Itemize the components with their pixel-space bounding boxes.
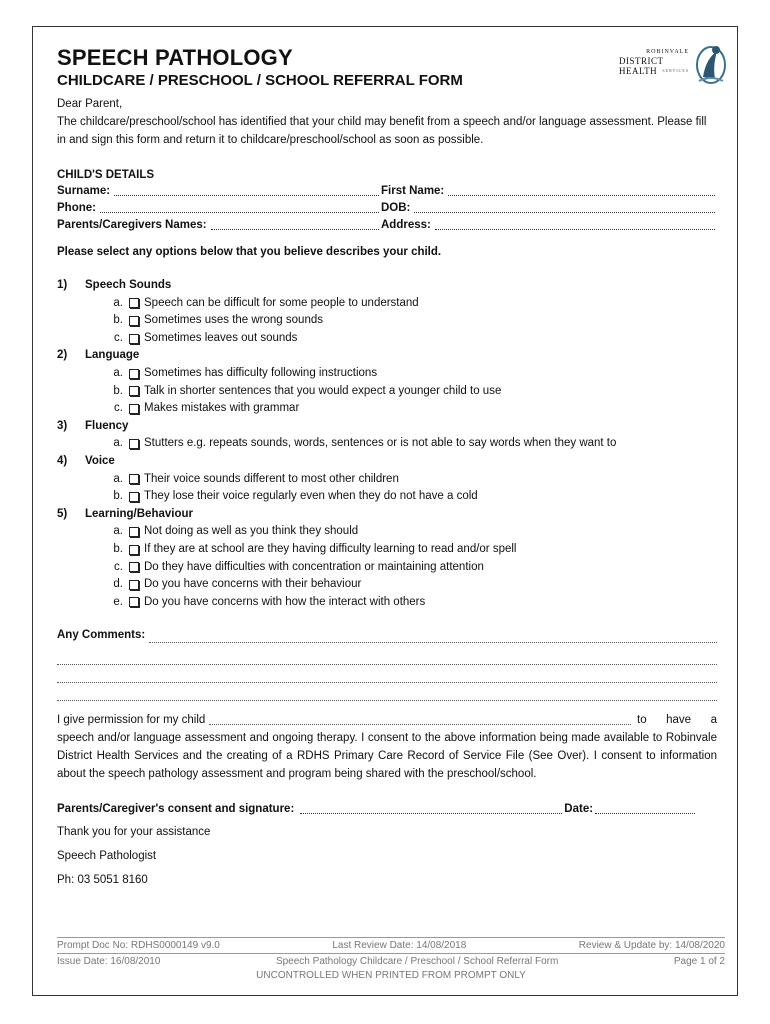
dob-label: DOB:	[381, 202, 411, 214]
option-checkbox[interactable]	[129, 439, 139, 449]
greeting: Dear Parent,	[57, 98, 123, 110]
option-letter: b.	[113, 490, 123, 503]
permission-to: to	[637, 714, 647, 727]
option-letter: d.	[113, 578, 123, 591]
category-name: Fluency	[85, 419, 129, 432]
category-heading	[57, 347, 717, 365]
option-item	[57, 576, 717, 594]
option-letter: a.	[113, 296, 123, 309]
option-text: Do you have concerns with how the interact with others	[144, 595, 426, 608]
first-name-label: First Name:	[381, 185, 445, 197]
footer-page: Page 1 of 2	[673, 956, 725, 967]
option-checkbox[interactable]	[129, 369, 139, 379]
option-checkbox[interactable]	[129, 386, 139, 396]
option-item	[57, 594, 717, 612]
option-checkbox[interactable]	[129, 597, 139, 607]
parents-label: Parents/Caregivers Names:	[57, 219, 207, 231]
page-title: SPEECH PATHOLOGY	[57, 45, 293, 70]
page-subtitle: CHILDCARE / PRESCHOOL / SCHOOL REFERRAL FORM	[57, 72, 463, 89]
logo-text-robinvale: ROBINVALE	[646, 49, 689, 55]
comments-fill[interactable]	[149, 629, 717, 643]
option-letter: c.	[114, 560, 123, 573]
comments-label: Any Comments:	[57, 629, 146, 642]
parents-line[interactable]	[211, 217, 379, 230]
footer-uncontrolled: UNCONTROLLED WHEN PRINTED FROM PROMPT ONLY	[256, 970, 526, 981]
permission-have: have	[666, 714, 692, 727]
permission-statement	[57, 711, 717, 783]
first-name-line[interactable]	[448, 183, 715, 196]
option-item	[57, 523, 717, 541]
option-item	[57, 541, 717, 559]
phone-line[interactable]	[100, 200, 379, 213]
category-number: 4)	[57, 454, 68, 467]
selection-instruction: Please select any options below that you believe describes your child.	[57, 246, 442, 258]
address-field[interactable]	[381, 217, 717, 234]
option-text: Not doing as well as you think they should	[144, 525, 359, 538]
footer-review-update: Review & Update by: 14/08/2020	[578, 940, 725, 951]
logo-text-services: SERVICES	[662, 68, 689, 73]
closing-block	[57, 820, 717, 892]
option-letter: b.	[113, 314, 123, 327]
form-page	[32, 26, 738, 996]
option-checkbox[interactable]	[129, 474, 139, 484]
permission-a: a	[710, 714, 717, 727]
permission-start: I give permission for my child	[57, 714, 206, 727]
field-row-name	[57, 183, 717, 200]
footer-issue-date: Issue Date: 16/08/2010	[57, 956, 161, 967]
category-name: Learning/Behaviour	[85, 507, 193, 520]
dob-line[interactable]	[414, 200, 715, 213]
phone-field[interactable]	[57, 200, 381, 217]
footer-row-1	[57, 937, 725, 953]
option-letter: a.	[113, 525, 123, 538]
option-letter: b.	[113, 384, 123, 397]
date-line[interactable]	[595, 801, 695, 814]
option-checkbox[interactable]	[129, 334, 139, 344]
option-item	[57, 365, 717, 383]
option-text: Sometimes uses the wrong sounds	[144, 314, 323, 327]
form-content	[57, 45, 717, 892]
option-item	[57, 400, 717, 418]
category-heading	[57, 453, 717, 471]
option-checkbox[interactable]	[129, 580, 139, 590]
childs-details-heading: CHILD'S DETAILS	[57, 169, 155, 181]
closing-role: Speech Pathologist	[57, 850, 157, 863]
comments-line-2[interactable]	[57, 647, 717, 665]
option-text: They lose their voice regularly even when they do not have a cold	[144, 490, 478, 503]
parents-field[interactable]	[57, 217, 381, 234]
option-item	[57, 295, 717, 313]
closing-thanks: Thank you for your assistance	[57, 826, 211, 839]
option-text: Makes mistakes with grammar	[144, 402, 300, 415]
option-item	[57, 330, 717, 348]
category-heading	[57, 277, 717, 295]
option-text: Do you have concerns with their behaviour	[144, 578, 362, 591]
option-item	[57, 559, 717, 577]
document-footer	[57, 937, 725, 983]
footer-row-2	[57, 953, 725, 969]
dob-field[interactable]	[381, 200, 717, 217]
permission-child-name-line[interactable]	[209, 711, 631, 725]
category-number: 3)	[57, 419, 68, 432]
category-number: 2)	[57, 349, 68, 362]
option-text: Talk in shorter sentences that you would expect a younger child to use	[144, 384, 502, 397]
signature-row	[57, 801, 717, 818]
first-name-field[interactable]	[381, 183, 717, 200]
intro-text: The childcare/preschool/school has identified that your child may benefit from a speech and/or language assessment. Please fill in and sign this form and return it to childcare/preschool/school as soon as possible.	[57, 116, 707, 146]
category-heading	[57, 418, 717, 436]
signature-label: Parents/Caregiver's consent and signature:	[57, 803, 295, 816]
option-text: Stutters e.g. repeats sounds, words, sentences or is not able to say words when they want to	[144, 437, 617, 450]
option-item	[57, 471, 717, 489]
permission-tail	[637, 711, 717, 729]
option-text: Sometimes has difficulty following instructions	[144, 366, 378, 379]
option-checkbox[interactable]	[129, 545, 139, 555]
option-letter: c.	[114, 402, 123, 415]
option-item	[57, 435, 717, 453]
option-text: Speech can be difficult for some people to understand	[144, 296, 419, 309]
surname-field[interactable]	[57, 183, 381, 200]
option-checkbox[interactable]	[129, 404, 139, 414]
address-line[interactable]	[435, 217, 715, 230]
option-letter: a.	[113, 437, 123, 450]
surname-line[interactable]	[114, 183, 379, 196]
category-heading	[57, 506, 717, 524]
option-item	[57, 312, 717, 330]
surname-label: Surname:	[57, 185, 111, 197]
option-letter: c.	[114, 331, 123, 344]
option-text: Their voice sounds different to most other children	[144, 472, 399, 485]
closing-phone: Ph: 03 5051 8160	[57, 874, 148, 887]
option-letter: e.	[113, 595, 123, 608]
category-number: 1)	[57, 279, 68, 291]
option-letter: a.	[113, 472, 123, 485]
option-letter: b.	[113, 542, 123, 555]
footer-doc-no: Prompt Doc No: RDHS0000149 v9.0	[57, 940, 220, 951]
option-text: If they are at school are they having difficulty learning to read and/or spell	[144, 542, 517, 555]
option-categories	[57, 277, 717, 611]
permission-rest: speech and/or language assessment and ongoing therapy. I consent to the above information being made available to Robinvale District Health Services and the creating of a RDHS Primary Care Record of Service File (See Over). I consent to information about the speech pathology assessment and program being shared with the preschool/school.	[57, 732, 717, 781]
option-item	[57, 383, 717, 401]
option-checkbox[interactable]	[129, 298, 139, 308]
option-checkbox[interactable]	[129, 527, 139, 537]
logo-text-district-health: DISTRICT HEALTH	[619, 56, 664, 76]
option-letter: a.	[113, 366, 123, 379]
phone-label: Phone:	[57, 202, 96, 214]
comments-line-1[interactable]	[57, 629, 717, 647]
option-text: Do they have difficulties with concentration or maintaining attention	[144, 560, 484, 573]
footer-form-name: Speech Pathology Childcare / Preschool / School Referral Form	[275, 956, 559, 967]
date-label: Date:	[564, 803, 594, 816]
signature-line[interactable]	[300, 801, 562, 814]
option-checkbox[interactable]	[129, 562, 139, 572]
field-row-parents	[57, 217, 717, 234]
category-name: Voice	[85, 454, 115, 467]
footer-last-review: Last Review Date: 14/08/2018	[332, 940, 467, 951]
category-name: Language	[85, 349, 140, 362]
category-number: 5)	[57, 507, 68, 520]
comments-section	[57, 629, 717, 701]
option-checkbox[interactable]	[129, 316, 139, 326]
option-item	[57, 488, 717, 506]
address-label: Address:	[381, 219, 431, 231]
permission-first-line	[57, 711, 717, 729]
comments-line-3[interactable]	[57, 665, 717, 683]
option-text: Sometimes leaves out sounds	[144, 331, 298, 344]
option-checkbox[interactable]	[129, 492, 139, 502]
category-name: Speech Sounds	[85, 279, 172, 291]
field-row-phone	[57, 200, 717, 217]
comments-line-4[interactable]	[57, 683, 717, 701]
